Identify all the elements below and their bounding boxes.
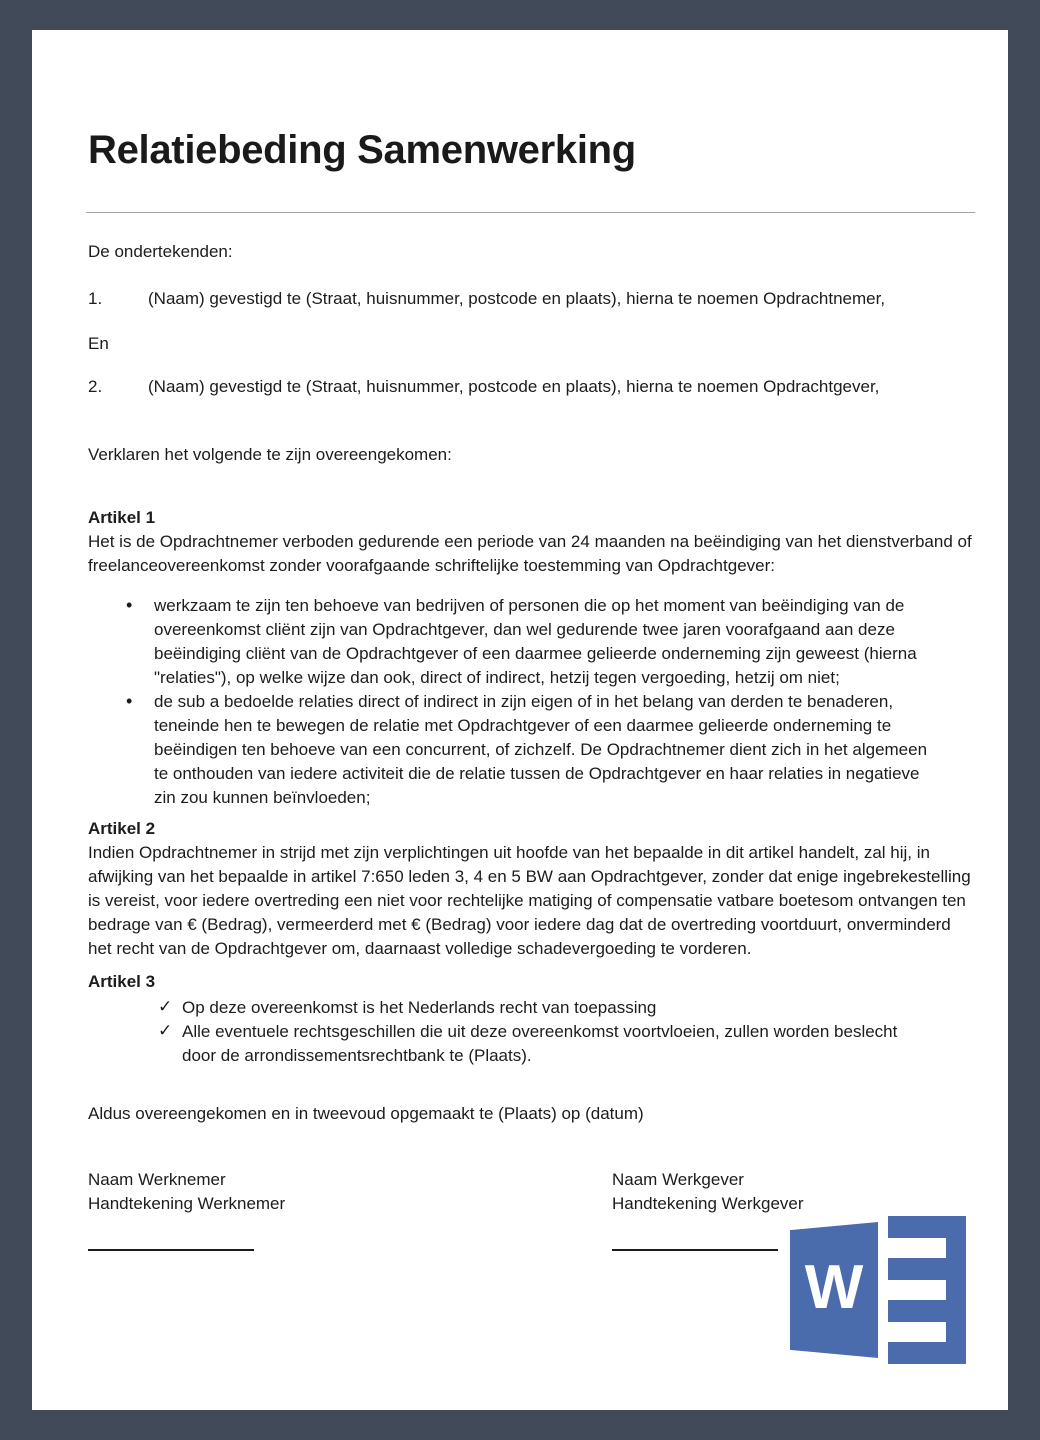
word-logo-bar bbox=[888, 1342, 966, 1364]
signature-name-label-left: Naam Werknemer bbox=[88, 1170, 226, 1189]
word-logo-letter: W bbox=[804, 1253, 864, 1322]
signature-sign-label-left: Handtekening Werknemer bbox=[88, 1194, 286, 1213]
article-heading-3: Artikel 3 bbox=[88, 972, 156, 991]
closing-line: Aldus overeengekomen en in tweevoud opgemaakt te (Plaats) op (datum) bbox=[88, 1104, 644, 1123]
declaration-line: Verklaren het volgende te zijn overeengekomen: bbox=[88, 445, 452, 464]
page-title: Relatiebeding Samenwerking bbox=[88, 128, 636, 172]
intro-label: De ondertekenden: bbox=[88, 242, 233, 261]
party-number-1: 1. bbox=[88, 289, 103, 308]
article-paragraph-2: Indien Opdrachtnemer in strijd met zijn verplichtingen uit hoofde van het bepaalde in dit artikel handelt, zal hij, in afwijking van het bepaalde in artikel 7:650 leden 3, 4 en 5 BW aan Opdrachtgever, zonder dat enige ingebrekestelling is vereist, voor iedere overtreding een niet voor rechtelijke matiging of compensatie vatbare boetesom ontvangen ten bedrage van € (Bedrag), vermeerderd met € (Bedrag) voor iedere dag dat de overtreding voortduurt, onverminderd het recht van de Opdrachtgever om, daarnaast volledige schadevergoeding te vorderen. bbox=[88, 843, 971, 958]
signature-name-label-right: Naam Werkgever bbox=[612, 1170, 744, 1189]
article-section-1 bbox=[88, 506, 974, 810]
signature-column-right bbox=[612, 1168, 804, 1216]
document-body bbox=[32, 30, 1008, 1410]
article-section-2 bbox=[88, 817, 974, 961]
signature-column-left bbox=[88, 1168, 285, 1216]
word-logo-bar bbox=[888, 1216, 966, 1238]
article-heading-2: Artikel 2 bbox=[88, 819, 156, 838]
word-logo-bar bbox=[888, 1300, 966, 1322]
list-item: • de sub a bedoelde relaties direct of indirect in zijn eigen of in het belang van derden te benaderen, teneinde hen te bewegen de relatie met Opdrachtgever of een daarmee gelieerde onderneming te beëindigen ten behoeve van een concurrent, of zichzelf. De Opdrachtnemer dient zich in het algemeen te onthouden van iedere activiteit die de relatie tussen de Opdrachtgever en haar relaties in negatieve zin zou kunnen beïnvloeden; bbox=[154, 690, 974, 810]
word-logo-bar bbox=[888, 1258, 966, 1280]
party-text-2: (Naam) gevestigd te (Straat, huisnummer, postcode en plaats), hierna te noemen Opdrachtgever, bbox=[148, 377, 880, 396]
signature-line-right bbox=[612, 1249, 778, 1251]
article-paragraph-1: Het is de Opdrachtnemer verboden gedurende een periode van 24 maanden na beëindiging van het dienstverband of freelanceovereenkomst zonder voorafgaande schriftelijke toestemming van Opdrachtgever: bbox=[88, 532, 972, 575]
document-page bbox=[32, 30, 1008, 1410]
signature-sign-label-right: Handtekening Werkgever bbox=[612, 1194, 804, 1213]
list-item: • werkzaam te zijn ten behoeve van bedrijven of personen die op het moment van beëindiging van de overeenkomst cliënt zijn van Opdrachtgever, dan wel gedurende twee jaren voorafgaand aan deze beëindiging cliënt van de Opdrachtgever of een daarmee gelieerde onderneming zijn geweest (hierna "relaties"), op welke wijze dan ook, direct of indirect, hetzij tegen vergoeding, hetzij om niet; bbox=[154, 594, 974, 690]
party-text-1: (Naam) gevestigd te (Straat, huisnummer, postcode en plaats), hierna te noemen Opdrachtnemer, bbox=[148, 289, 886, 308]
article-3-check-list bbox=[88, 996, 974, 1068]
conjunction-label: En bbox=[88, 334, 109, 353]
party-number-2: 2. bbox=[88, 377, 103, 396]
list-item: ✓ Op deze overeenkomst is het Nederlands recht van toepassing bbox=[182, 996, 974, 1020]
party-row-2 bbox=[88, 375, 968, 399]
article-heading-1: Artikel 1 bbox=[88, 508, 156, 527]
signature-line-left bbox=[88, 1249, 254, 1251]
article-1-bullet-list bbox=[88, 594, 974, 810]
title-divider bbox=[86, 212, 975, 213]
word-logo-lines bbox=[888, 1216, 966, 1364]
party-row-1 bbox=[88, 287, 968, 311]
list-item: ✓ Alle eventuele rechtsgeschillen die uit deze overeenkomst voortvloeien, zullen worden beslecht door de arrondissementsrechtbank te (Plaats). bbox=[182, 1020, 974, 1068]
microsoft-word-logo bbox=[790, 1216, 966, 1364]
article-section-3 bbox=[88, 970, 974, 1068]
